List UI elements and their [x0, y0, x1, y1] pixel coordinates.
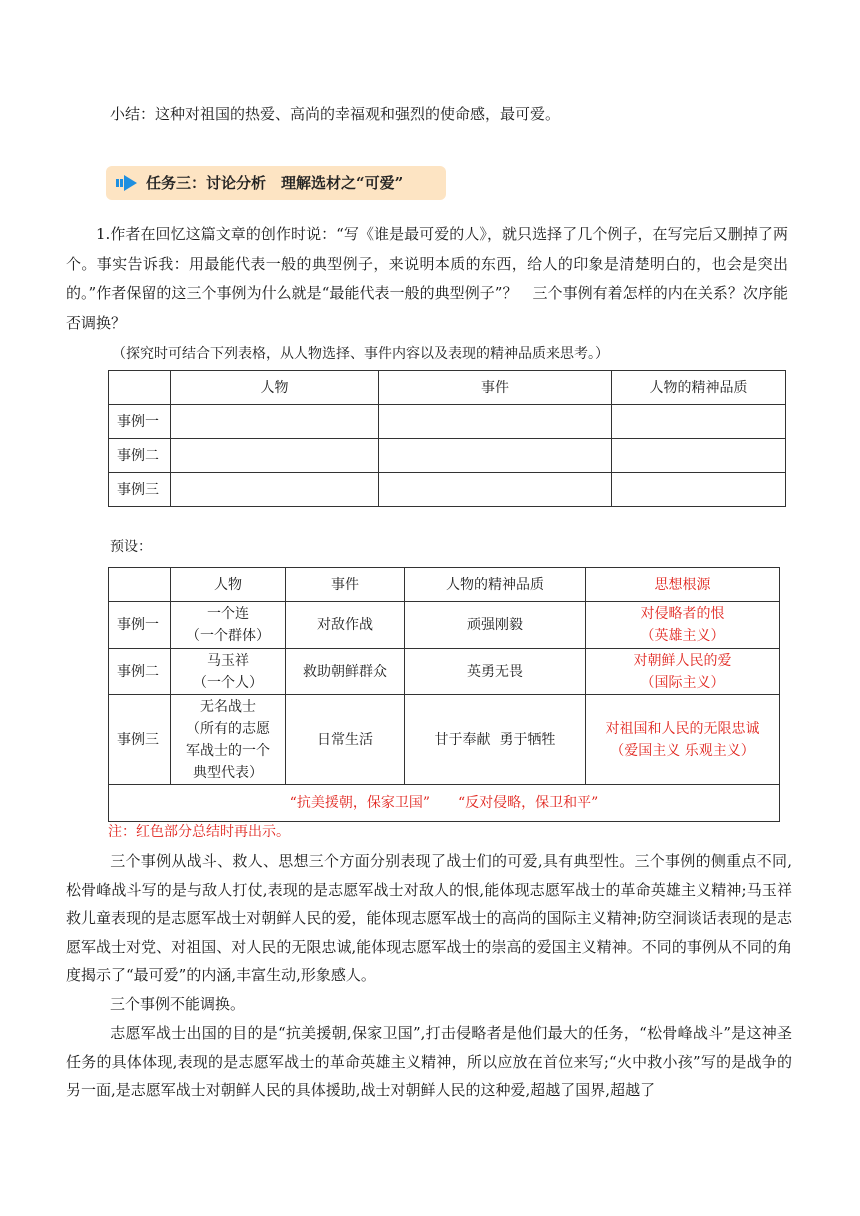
table-row — [109, 439, 786, 473]
paragraph-text: 三个事例不能调换。 — [110, 995, 246, 1013]
table-header-cell — [109, 568, 171, 602]
event-cell: 日常生活 — [286, 695, 405, 785]
empty-cell — [612, 405, 786, 439]
table-header-cell: 人物的精神品质 — [405, 568, 586, 602]
table-row — [109, 695, 780, 785]
root-cell: 对朝鲜人民的爱 （国际主义） — [586, 649, 780, 695]
table-footer-row — [109, 785, 780, 822]
table-header-row — [109, 568, 780, 602]
person-cell: 一个连 （一个群体） — [171, 602, 286, 649]
table-row — [109, 649, 780, 695]
table-header-row — [109, 371, 786, 405]
row-label: 事例三 — [109, 695, 171, 785]
task-banner — [106, 166, 446, 200]
empty-cell — [612, 473, 786, 507]
root-cell: 对祖国和人民的无限忠诚 （爱国主义 乐观主义） — [586, 695, 780, 785]
paragraph-text: 志愿军战士出国的目的是“抗美援朝,保家卫国”,打击侵略者是他们最大的任务，“松骨峰战斗”是这神圣任务的具体体现,表现的是志愿军战士的革命英雄主义精神，所以应放在首位来写;“火中救小孩”写的是战争的另一面,是志愿军战士对朝鲜人民的具体援助,战士对朝鲜人民的这种爱,超越了国界,超越了 — [66, 1024, 792, 1099]
root-cell: 对侵略者的恨 （英雄主义） — [586, 602, 780, 649]
table-row — [109, 405, 786, 439]
task-banner-title: 任务三：讨论分析 理解选材之“可爱” — [146, 174, 404, 192]
event-cell: 对敌作战 — [286, 602, 405, 649]
table-row — [109, 473, 786, 507]
summary-text: 小结：这种对祖国的热爱、高尚的幸福观和强烈的使命感，最可爱。 — [110, 105, 561, 123]
preset-table — [108, 567, 780, 822]
quality-cell: 甘于奉献 勇于牺牲 — [405, 695, 586, 785]
preset-label: 预设： — [110, 539, 152, 555]
table-header-cell: 人物 — [171, 568, 286, 602]
row-label: 事例二 — [109, 439, 171, 473]
empty-cell — [379, 439, 612, 473]
table-row — [109, 602, 780, 649]
worksheet-table — [108, 370, 786, 507]
empty-cell — [171, 473, 379, 507]
quality-cell: 顽强刚毅 — [405, 602, 586, 649]
empty-cell — [171, 405, 379, 439]
slogan-cell: “抗美援朝，保家卫国” “反对侵略，保卫和平” — [109, 785, 780, 822]
conclusion-paragraph — [66, 990, 792, 1019]
empty-cell — [612, 439, 786, 473]
row-label: 事例一 — [109, 602, 171, 649]
analysis-paragraph — [66, 847, 792, 990]
row-label: 事例一 — [109, 405, 171, 439]
empty-cell — [379, 473, 612, 507]
red-note: 注：红色部分总结时再出示。 — [108, 824, 290, 840]
empty-cell — [171, 439, 379, 473]
table-header-cell: 人物的精神品质 — [612, 371, 786, 405]
quality-cell: 英勇无畏 — [405, 649, 586, 695]
arrow-right-icon — [116, 173, 138, 193]
person-cell: 马玉祥 （一个人） — [171, 649, 286, 695]
event-cell: 救助朝鲜群众 — [286, 649, 405, 695]
hint-text: （探究时可结合下列表格，从人物选择、事件内容以及表现的精神品质来思考。） — [112, 346, 609, 362]
paragraph-text: 三个事例从战斗、救人、思想三个方面分别表现了战士们的可爱,具有典型性。三个事例的侧重点不同,松骨峰战斗写的是与敌人打仗,表现的是志愿军战士对敌人的恨,能体现志愿军战士的革命英雄主义精神;马玉祥救儿童表现的是志愿军战士对朝鲜人民的爱，能体现志愿军战士的高尚的国际主义精神;防空洞谈话表现的是志愿军战士对党、对祖国、对人民的无限忠诚,能体现志愿军战士的崇高的爱国主义精神。不同的事例从不同的角度揭示了“最可爱”的内涵,丰富生动,形象感人。 — [66, 852, 792, 984]
row-label: 事例二 — [109, 649, 171, 695]
table-header-cell: 思想根源 — [586, 568, 780, 602]
table-header-cell: 事件 — [379, 371, 612, 405]
question-paragraph: 1.作者在回忆这篇文章的创作时说：“写《谁是最可爱的人》，就只选择了几个例子，在写完后又删掉了两个。事实告诉我：用最能代表一般的典型例子，来说明本质的东西，给人的印象是清楚明白的，也会是突出的。”作者保留的这三个事例为什么就是“最能代表一般的典型例子”？ 三个事例有着怎样的内在关系？次序能否调换？ — [66, 225, 788, 332]
empty-cell — [379, 405, 612, 439]
table-header-cell: 人物 — [171, 371, 379, 405]
table-header-cell: 事件 — [286, 568, 405, 602]
row-label: 事例三 — [109, 473, 171, 507]
table-header-cell — [109, 371, 171, 405]
reason-paragraph — [66, 1019, 792, 1105]
person-cell: 无名战士 （所有的志愿 军战士的一个 典型代表） — [171, 695, 286, 785]
